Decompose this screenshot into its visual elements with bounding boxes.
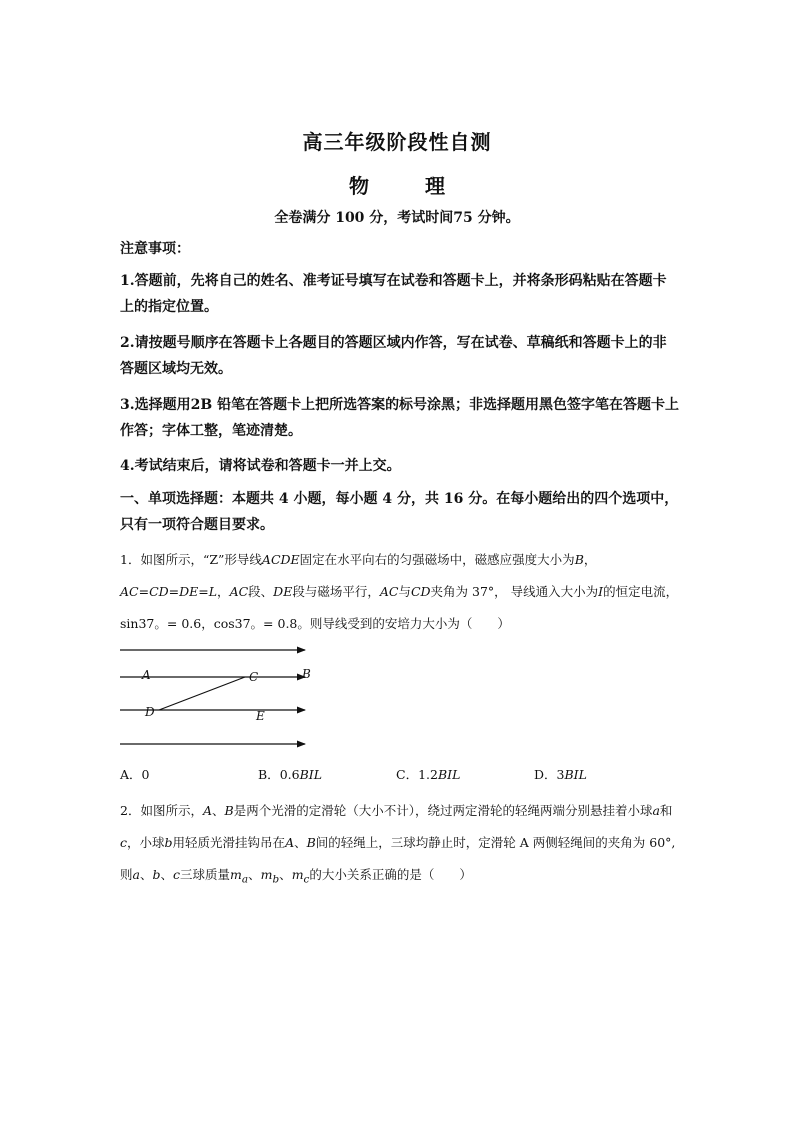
notice-item-1: 1.答题前，先将自己的姓名、准考证号填写在试卷和答题卡上，并将条形码粘贴在答题卡上的指定位置。 (120, 273, 667, 315)
question-1-options (120, 765, 680, 789)
label-b: B (302, 667, 311, 681)
question-2-stem: 2．如图所示，A、B是两个光滑的定滑轮（大小不计），绕过两定滑轮的轻绳两端分别悬挂着小球a和c，小球b用轻质光滑挂钩吊在A、B间的轻绳上，三球均静止时，定滑轮 A 两侧轻绳间的夹角为 60°, 则a、b、c三球质量$m_a$、$m_b$、$m_c$的大小关系正确的是（ ） (120, 803, 676, 886)
label-a: A (142, 668, 151, 682)
subject-title: 物 理 (349, 174, 463, 198)
notice-heading: 注意事项： (120, 241, 190, 257)
notice-item-4: 4.考试结束后，请将试卷和答题卡一并上交。 (120, 458, 401, 474)
question-1-stem: 1．如图所示，“Z”形导线ACDE固定在水平向右的匀强磁场中，磁感应强度大小为B，AC=CD=DE=L，AC段、DE段与磁场平行，AC与CD夹角为 37°， 导线通入大小为I的恒定电流，sin37。= 0.6，cos37。= 0.8。则导线受到的安培力大小为（ ） (120, 552, 679, 631)
exam-title: 高三年级阶段性自测 (302, 130, 492, 154)
wire-cd (159, 677, 245, 710)
option-d[interactable]: D．3BIL (534, 767, 587, 782)
label-d: D (145, 705, 155, 719)
option-b[interactable]: B．0.6BIL (258, 767, 323, 782)
label-e: E (256, 709, 265, 723)
section1-heading: 一、单项选择题：本题共 4 小题，每小题 4 分，共 16 分。在每小题给出的四个选项中，只有一项符合题目要求。 (120, 491, 679, 533)
question-1-figure (115, 640, 325, 755)
notice-item-3: 3.选择题用2B 铅笔在答题卡上把所选答案的标号涂黑；非选择题用黑色签字笔在答题卡上作答；字体工整，笔迹清楚。 (120, 397, 680, 439)
option-a[interactable]: A．0 (120, 767, 150, 782)
label-c: C (249, 670, 259, 684)
option-c[interactable]: C．1.2BIL (396, 767, 461, 782)
exam-note: 全卷满分 100 分，考试时间75 分钟。 (274, 210, 520, 226)
notice-item-2: 2.请按题号顺序在答题卡上各题目的答题区域内作答，写在试卷、草稿纸和答题卡上的非答题区域均无效。 (120, 335, 667, 377)
